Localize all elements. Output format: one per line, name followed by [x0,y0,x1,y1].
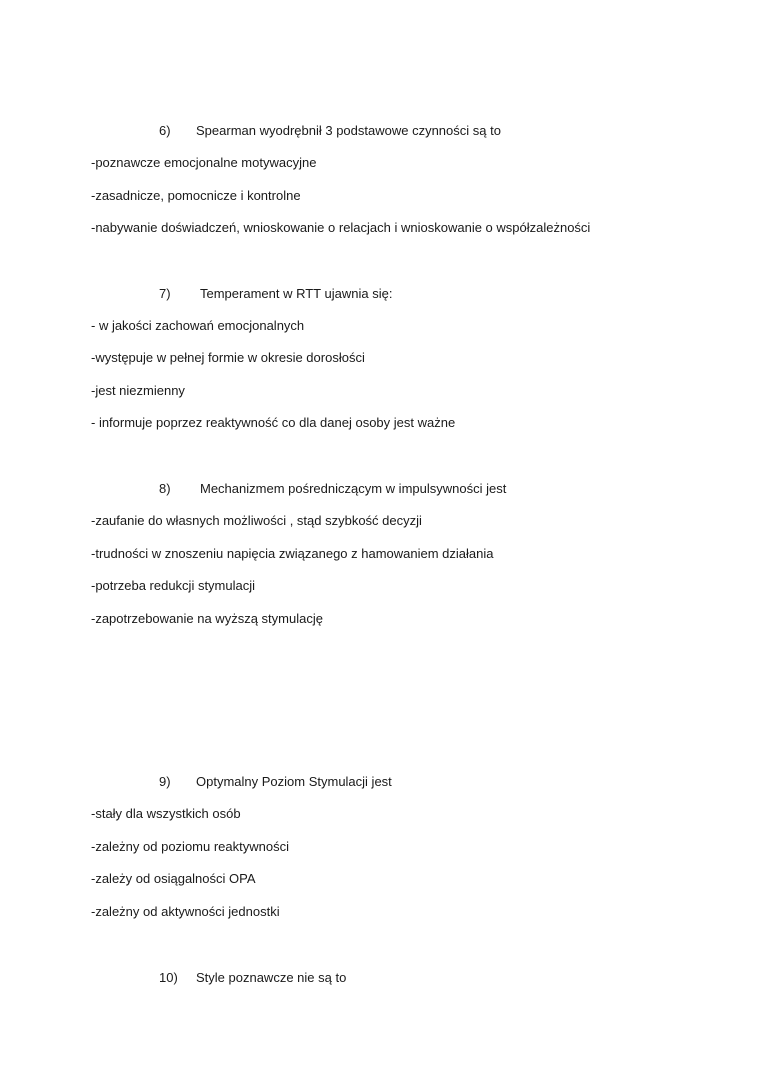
question-number: 10) [159,970,178,985]
question-8 [159,481,506,496]
answer-option: -zaufanie do własnych możliwości , stąd szybkość decyzji [91,513,422,528]
answer-option: -występuje w pełnej formie w okresie dorosłości [91,350,365,365]
answer-option: -zależny od aktywności jednostki [91,904,280,919]
answer-option: -poznawcze emocjonalne motywacyjne [91,155,317,170]
answer-option: -trudności w znoszeniu napięcia związanego z hamowaniem działania [91,546,494,561]
question-text: Spearman wyodrębnił 3 podstawowe czynności są to [196,123,501,138]
question-text: Style poznawcze nie są to [196,970,347,985]
answer-option: -jest niezmienny [91,383,185,398]
question-6 [159,123,501,138]
question-number: 9) [159,774,171,789]
question-9 [159,774,392,789]
question-number: 6) [159,123,171,138]
answer-option: -nabywanie doświadczeń, wnioskowanie o relacjach i wnioskowanie o współzależności [91,220,591,235]
answer-option: -zasadnicze, pomocnicze i kontrolne [91,188,301,203]
question-text: Optymalny Poziom Stymulacji jest [196,774,392,789]
answer-option: -zależny od poziomu reaktywności [91,839,289,854]
answer-option: - informuje poprzez reaktywność co dla danej osoby jest ważne [91,415,456,430]
answer-option: -potrzeba redukcji stymulacji [91,578,256,593]
answer-option: -zapotrzebowanie na wyższą stymulację [91,611,323,626]
question-7 [159,286,392,301]
question-text: Temperament w RTT ujawnia się: [200,286,393,301]
answer-option: -stały dla wszystkich osób [91,806,241,821]
question-10 [159,970,346,985]
question-text: Mechanizmem pośredniczącym w impulsywności jest [200,481,507,496]
answer-option: -zależy od osiągalności OPA [91,871,256,886]
answer-option: - w jakości zachowań emocjonalnych [91,318,305,333]
question-number: 8) [159,481,171,496]
question-number: 7) [159,286,171,301]
